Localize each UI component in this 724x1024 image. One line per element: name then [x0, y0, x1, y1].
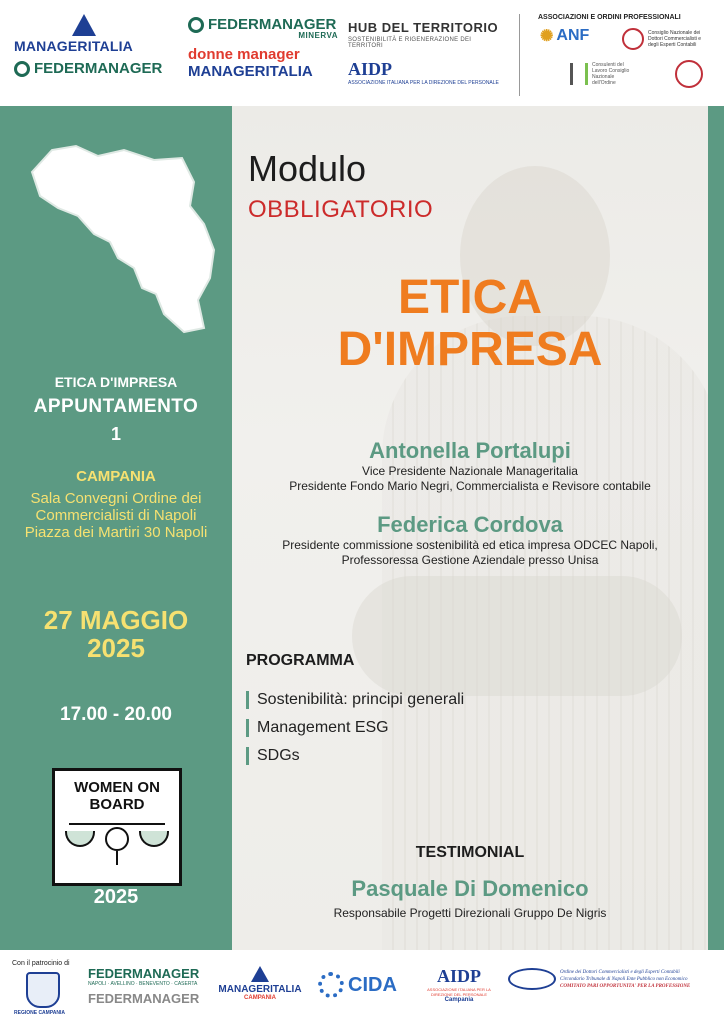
footer-mg-text: MANAGERITALIA [218, 984, 302, 995]
footer-mg-triangle-icon [251, 966, 269, 982]
cdl-mark-icon [570, 63, 588, 85]
fm-minerva-text: FEDERMANAGER [208, 16, 337, 33]
footer-fm2: FEDERMANAGER [88, 991, 200, 1006]
program-item [246, 686, 464, 714]
anf-text: ANF [556, 27, 590, 44]
scale-icon [61, 817, 173, 867]
footer-aidp-campania: Campania [444, 997, 474, 1003]
event-time: 17.00 - 20.00 [60, 704, 172, 725]
left-event-name: ETICA D'IMPRESA [54, 374, 178, 390]
speaker-name: Federica Cordova [377, 512, 563, 537]
cdl-text: Consulenti del Lavoro Consiglio Nazionale dell'Ordine [592, 62, 630, 86]
donne-manager-text: donne manager [188, 46, 300, 63]
speaker-2 [232, 512, 708, 568]
speaker-name: Antonella Portalupi [369, 438, 571, 463]
title-line-1: ETICA [398, 271, 542, 324]
footer-fm1-sub: NAPOLI · AVELLINO · BENEVENTO · CASERTA [88, 981, 198, 987]
odcec-text [560, 969, 714, 990]
anf-star-icon: ✺ [540, 28, 554, 45]
odcec-line-3: COMITATO PARI OPPORTUNITA' PER LA PROFESSIONE [560, 983, 691, 989]
program-item-text: Sostenibilità: principi generali [257, 691, 465, 708]
wob-title: WOMEN ON BOARD [74, 779, 160, 813]
footer-aidp-logo [426, 966, 492, 1003]
cndc-logo [622, 28, 710, 50]
program-list [246, 686, 464, 770]
footer-aidp-title: AIDP [437, 966, 481, 986]
footer-fm1: FEDERMANAGER [88, 966, 200, 981]
modulo-label: Modulo [248, 148, 367, 189]
managerialia-triangle-icon [72, 14, 96, 36]
cndc-seal-icon [622, 28, 644, 50]
fm-minerva-sub: MINERVA [298, 31, 338, 40]
header [0, 0, 724, 106]
federmanager-mark-icon [14, 61, 30, 77]
program-item-text: Management ESG [257, 719, 389, 736]
consulenti-lavoro-logo [570, 62, 638, 86]
wob-year: 2025 [93, 886, 139, 908]
speaker-role: Vice Presidente Nazionale Manageritalia [362, 464, 578, 478]
cndc-text: Consiglio Nazionale dei Dottori Commercialisti e degli Esperti Contabili [648, 30, 702, 48]
scale-bar [69, 823, 165, 825]
program-item-text: SDGs [257, 747, 300, 764]
hub-title: HUB DEL TERRITORIO [348, 20, 499, 35]
donne-manageritalia-text: MANAGERITALIA [188, 63, 313, 80]
title-line-2: D'IMPRESA [337, 323, 603, 376]
footer-manageritalia-logo [218, 966, 302, 1001]
footer-odcec-logo [508, 968, 714, 990]
aidp-subtitle: ASSOCIAZIONE ITALIANA PER LA DIREZIONE DEL PERSONALE [348, 80, 499, 86]
footer [0, 950, 724, 1024]
cida-gear-icon [318, 972, 344, 998]
speaker-role: Professoressa Gestione Aziendale presso Unisa [341, 553, 599, 567]
associazioni-title: ASSOCIAZIONI E ORDINI PROFESSIONALI [538, 14, 681, 21]
testimonial-name: Pasquale Di Domenico [351, 876, 589, 901]
program-bullet-bar [246, 747, 249, 765]
programma-heading: PROGRAMMA [246, 652, 355, 669]
federmanager-logo [14, 60, 174, 77]
anf-logo [540, 26, 589, 46]
aidp-title: AIDP [348, 59, 392, 79]
federmanager-text: FEDERMANAGER [34, 60, 163, 77]
managerialia-text: MANAGERITALIA [14, 38, 133, 54]
speaker-role: Presidente Fondo Mario Negri, Commercialista e Revisore contabile [289, 479, 651, 493]
managerialia-logo [14, 14, 174, 77]
female-symbol-cross [116, 851, 118, 865]
fm-minerva-mark-icon [188, 17, 204, 33]
footer-cida-logo [318, 972, 397, 998]
women-on-board-logo [52, 768, 182, 886]
program-bullet-bar [246, 691, 249, 709]
program-item [246, 714, 464, 742]
region-label: CAMPANIA [76, 468, 156, 485]
appuntamento-number: 1 [110, 424, 121, 444]
program-bullet-bar [246, 719, 249, 737]
scale-left-pan [65, 831, 95, 847]
obbligatorio-label: OBBLIGATORIO [248, 196, 434, 223]
photo-arms-shape [352, 576, 682, 696]
federmanager-minerva-logo [188, 16, 338, 80]
event-date: 27 MAGGIO 2025 [43, 605, 189, 663]
campania-map-icon [14, 138, 222, 340]
odcec-seal-icon [675, 60, 703, 88]
speaker-role: Presidente commissione sostenibilità ed etica impresa ODCEC Napoli, [282, 538, 658, 552]
regione-campania-shield-icon [26, 972, 60, 1008]
speaker-1 [232, 438, 708, 494]
testimonial-heading: TESTIMONIAL [415, 844, 525, 861]
appuntamento-label: APPUNTAMENTO [33, 396, 199, 417]
odcec-line-1: Ordine dei Dottori Commercialisti e degli Esperti Contabili [560, 969, 680, 975]
main-title [232, 272, 708, 376]
header-divider [519, 14, 520, 96]
odcec-mark-icon [508, 968, 556, 990]
patrocinio-label: Con il patrocinio di [12, 960, 70, 967]
hub-subtitle: SOSTENIBILITÀ E RIGENERAZIONE DEI TERRITORI [348, 37, 472, 49]
hub-territorio-logo [348, 20, 506, 86]
program-item [246, 742, 464, 770]
female-symbol-icon [105, 827, 129, 851]
venue-text: Sala Convegni Ordine dei Commercialisti di Napoli Piazza dei Martiri 30 Napoli [24, 490, 208, 541]
footer-federmanager-logos [88, 966, 208, 1006]
footer-mg-sub: CAMPANIA [244, 995, 276, 1001]
scale-right-pan [139, 831, 169, 847]
regione-campania-text: REGIONE CAMPANIA [14, 1010, 66, 1016]
footer-aidp-sub: ASSOCIAZIONE ITALIANA PER LA DIREZIONE DEL PERSONALE [427, 987, 491, 997]
odcec-line-2: Circondario Tribunale di Napoli Ente Pubblico non Economico [560, 976, 688, 982]
testimonial-role: Responsabile Progetti Direzionali Gruppo De Nigris [333, 906, 607, 920]
cida-text: CIDA [348, 973, 397, 996]
